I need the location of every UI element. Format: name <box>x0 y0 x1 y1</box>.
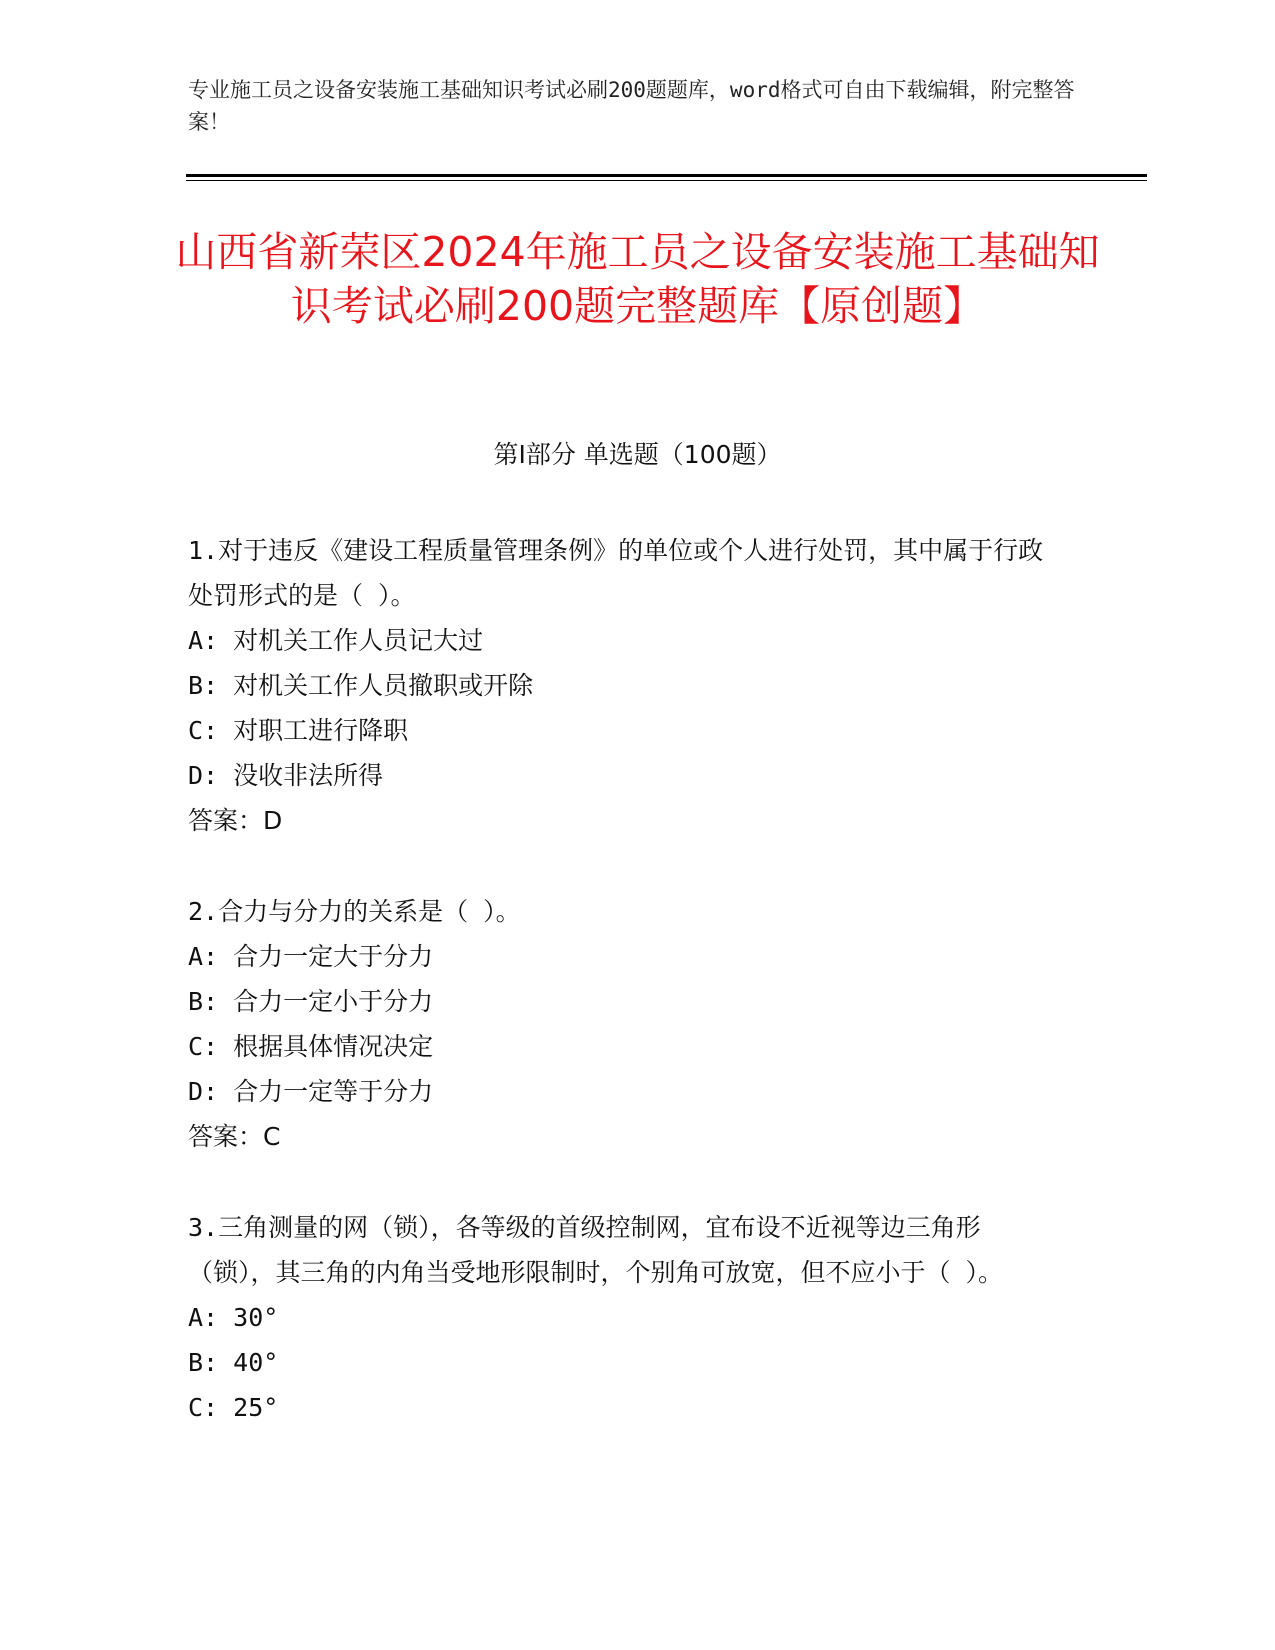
question-list <box>188 528 1068 1476</box>
option-b: B: 对机关工作人员撤职或开除 <box>188 671 534 700</box>
document-title: 山西省新荣区2024年施工员之设备安装施工基础知识考试必刷200题完整题库【原创题】 <box>175 228 1100 330</box>
header-divider-thin <box>186 180 1147 181</box>
answer-line: 答案：D <box>188 806 283 835</box>
option-b: B: 合力一定小于分力 <box>188 987 434 1016</box>
question-3 <box>188 1205 1068 1430</box>
header-note: 专业施工员之设备安装施工基础知识考试必刷200题题库，word格式可自由下载编辑，附完整答案！ <box>188 78 1075 134</box>
question-stem: 3.三角测量的网（锁），各等级的首级控制网，宜布设不近视等边三角形（锁），其三角的内角当受地形限制时，个别角可放宽，但不应小于（ ）。 <box>188 1213 1004 1287</box>
option-b: B: 40° <box>188 1348 279 1377</box>
option-a: A: 30° <box>188 1303 279 1332</box>
question-2 <box>188 889 1068 1159</box>
header-divider-thick <box>186 174 1147 177</box>
option-d: D: 合力一定等于分力 <box>188 1077 434 1106</box>
question-stem: 2.合力与分力的关系是（ ）。 <box>188 897 521 926</box>
option-c: C: 根据具体情况决定 <box>188 1032 434 1061</box>
option-c: C: 25° <box>188 1393 279 1422</box>
option-c: C: 对职工进行降职 <box>188 716 409 745</box>
question-stem: 1.对于违反《建设工程质量管理条例》的单位或个人进行处罚，其中属于行政处罚形式的是（ ）。 <box>188 536 1044 610</box>
question-1 <box>188 528 1068 843</box>
option-d: D: 没收非法所得 <box>188 761 384 790</box>
answer-line: 答案：C <box>188 1122 281 1151</box>
option-a: A: 对机关工作人员记大过 <box>188 626 484 655</box>
section-heading: 第I部分 单选题（100题） <box>493 440 782 469</box>
option-a: A: 合力一定大于分力 <box>188 942 434 971</box>
